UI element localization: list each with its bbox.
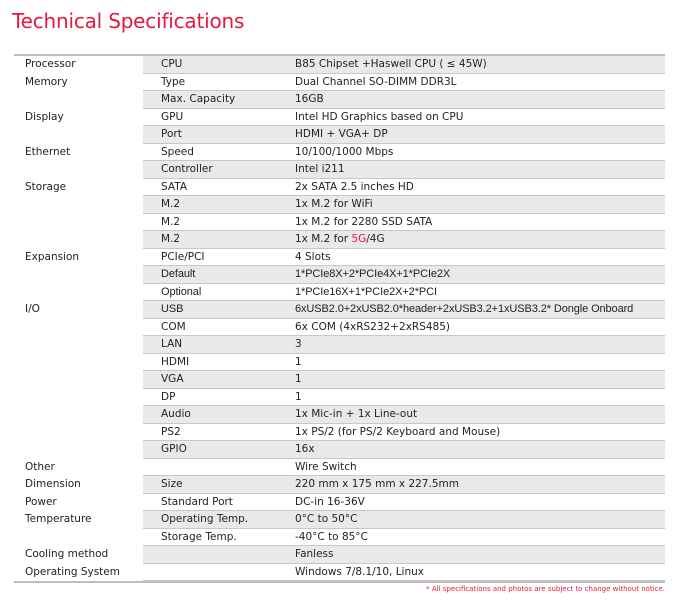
spec-value: 16GB <box>295 93 324 105</box>
spec-band <box>143 319 665 337</box>
table-row <box>14 126 665 144</box>
category-label: Processor <box>14 56 143 74</box>
category-label: Ethernet <box>14 144 143 162</box>
spec-item-label: Speed <box>161 145 194 158</box>
spec-band <box>143 441 665 459</box>
table-row <box>14 389 665 407</box>
category-label: Power <box>14 494 143 512</box>
spec-item-label: Operating Temp. <box>161 513 249 525</box>
spec-band <box>143 144 665 162</box>
spec-band <box>143 126 665 144</box>
spec-band <box>143 371 665 389</box>
table-row <box>14 284 665 302</box>
spec-band <box>143 476 665 494</box>
spec-band <box>143 459 665 477</box>
spec-band <box>143 336 665 354</box>
category-label: Memory <box>14 74 143 92</box>
table-row <box>14 179 665 197</box>
spec-value: 1 <box>295 390 302 403</box>
spec-value: 1x PS/2 (for PS/2 Keyboard and Mouse) <box>295 425 501 438</box>
category-label: Other <box>14 459 143 477</box>
spec-item-label: CPU <box>161 58 183 70</box>
spec-value <box>295 231 665 248</box>
spec-value: 16x <box>295 443 315 455</box>
category-label <box>14 406 143 424</box>
spec-item-label: M.2 <box>161 198 181 210</box>
spec-band <box>143 249 665 267</box>
spec-value: Dual Channel SO-DIMM DDR3L <box>295 75 457 88</box>
category-label <box>14 336 143 354</box>
spec-value: HDMI + VGA+ DP <box>295 128 388 140</box>
table-row <box>14 319 665 337</box>
category-label: Display <box>14 109 143 127</box>
spec-item-label: Default <box>161 268 196 280</box>
table-row <box>14 336 665 354</box>
table-row <box>14 144 665 162</box>
category-label: Cooling method <box>14 546 143 564</box>
spec-band <box>143 301 665 319</box>
spec-item-label: Port <box>161 128 182 140</box>
table-row <box>14 249 665 267</box>
spec-band <box>143 91 665 109</box>
spec-item-label: HDMI <box>161 355 190 368</box>
spec-value: 3 <box>295 338 302 350</box>
category-label <box>14 284 143 302</box>
table-row <box>14 161 665 179</box>
spec-item-label: GPIO <box>161 443 187 455</box>
category-label <box>14 354 143 372</box>
spec-value: Windows 7/8.1/10, Linux <box>295 565 424 578</box>
table-row <box>14 196 665 214</box>
table-row <box>14 214 665 232</box>
spec-value: 2x SATA 2.5 inches HD <box>295 180 414 193</box>
spec-value: Wire Switch <box>295 460 357 473</box>
spec-item-label: DP <box>161 390 176 403</box>
category-label <box>14 424 143 442</box>
spec-band <box>143 406 665 424</box>
spec-value: 6x COM (4xRS232+2xRS485) <box>295 320 451 333</box>
category-label: Temperature <box>14 511 143 529</box>
table-row <box>14 546 665 564</box>
category-label <box>14 91 143 109</box>
spec-value: 4 Slots <box>295 250 331 263</box>
category-label <box>14 214 143 232</box>
category-label <box>14 371 143 389</box>
spec-item-label: Storage Temp. <box>161 530 237 543</box>
category-label <box>14 441 143 459</box>
spec-item-label: Controller <box>161 163 213 175</box>
table-row <box>14 511 665 529</box>
table-row <box>14 424 665 442</box>
spec-value: Fanless <box>295 548 334 560</box>
spec-band <box>143 424 665 442</box>
spec-item-label: Standard Port <box>161 495 233 508</box>
spec-item-label: M.2 <box>161 233 181 245</box>
table-row <box>14 406 665 424</box>
spec-value: 1 <box>295 355 302 368</box>
spec-value: 6xUSB2.0+2xUSB2.0*header+2xUSB3.2+1xUSB3.2* Dongle Onboard <box>295 303 634 315</box>
spec-item-label <box>143 459 295 476</box>
spec-item-label: PCIe/PCI <box>161 250 205 263</box>
category-label: Dimension <box>14 476 143 494</box>
table-row <box>14 301 665 319</box>
spec-item-label: COM <box>161 320 186 333</box>
spec-value: 1x M.2 for WiFi <box>295 198 373 210</box>
spec-table <box>14 54 665 583</box>
spec-value: 1 <box>295 373 302 385</box>
spec-band <box>143 109 665 127</box>
category-label <box>14 389 143 407</box>
spec-band <box>143 196 665 214</box>
spec-value: 220 mm x 175 mm x 227.5mm <box>295 478 459 490</box>
spec-item-label: Audio <box>161 408 191 420</box>
category-label: I/O <box>14 301 143 319</box>
table-row <box>14 529 665 547</box>
footnote: * All specifications and photos are subject to change without notice. <box>426 585 665 593</box>
spec-item-label: LAN <box>161 338 183 350</box>
spec-band <box>143 266 665 284</box>
category-label: Expansion <box>14 249 143 267</box>
spec-value: 1x Mic-in + 1x Line-out <box>295 408 418 420</box>
spec-value-suffix: /4G <box>366 233 385 245</box>
spec-band <box>143 546 665 564</box>
table-row <box>14 564 665 582</box>
spec-item-label: GPU <box>161 110 184 123</box>
spec-item-label: USB <box>161 303 184 315</box>
category-label <box>14 161 143 179</box>
spec-value: 1x M.2 for 2280 SSD SATA <box>295 215 433 228</box>
spec-item-label: Type <box>161 75 186 88</box>
category-label <box>14 529 143 547</box>
spec-band <box>143 389 665 407</box>
spec-value: -40°C to 85°C <box>295 530 368 543</box>
table-row <box>14 354 665 372</box>
spec-value: DC-in 16-36V <box>295 495 365 508</box>
spec-item-label: PS2 <box>161 425 181 438</box>
table-row <box>14 56 665 74</box>
table-row <box>14 109 665 127</box>
table-row <box>14 74 665 92</box>
table-row <box>14 494 665 512</box>
spec-item-label <box>143 564 295 581</box>
spec-value: 1*PCIe16X+1*PCIe2X+2*PCI <box>295 285 437 298</box>
spec-value-highlight: 5G <box>351 233 367 245</box>
table-row <box>14 459 665 477</box>
page-title: Technical Specifications <box>12 9 245 33</box>
category-label: Storage <box>14 179 143 197</box>
spec-item-label: SATA <box>161 180 188 193</box>
spec-band <box>143 529 665 547</box>
category-label <box>14 319 143 337</box>
spec-value: 10/100/1000 Mbps <box>295 145 394 158</box>
spec-item-label: Optional <box>161 285 202 298</box>
spec-item-label: VGA <box>161 373 184 385</box>
spec-band <box>143 284 665 302</box>
spec-item-label: M.2 <box>161 215 181 228</box>
category-label <box>14 126 143 144</box>
spec-item-label: Max. Capacity <box>161 93 236 105</box>
category-label: Operating System <box>14 564 143 582</box>
category-label <box>14 231 143 249</box>
spec-value-prefix: 1x M.2 for <box>295 233 352 245</box>
spec-band <box>143 354 665 372</box>
spec-value: Intel i211 <box>295 163 345 175</box>
table-row <box>14 91 665 109</box>
table-row <box>14 476 665 494</box>
table-row <box>14 231 665 249</box>
spec-value: Intel HD Graphics based on CPU <box>295 110 464 123</box>
spec-band <box>143 494 665 512</box>
spec-value: 1*PCIe8X+2*PCIe4X+1*PCIe2X <box>295 268 451 280</box>
spec-value: 0°C to 50°C <box>295 513 358 525</box>
spec-band <box>143 231 665 249</box>
spec-band <box>143 74 665 92</box>
table-row <box>14 441 665 459</box>
spec-band <box>143 214 665 232</box>
category-label <box>14 196 143 214</box>
spec-band <box>143 511 665 529</box>
spec-band <box>143 564 665 582</box>
category-label <box>14 266 143 284</box>
spec-item-label <box>143 546 295 563</box>
spec-band <box>143 179 665 197</box>
spec-value: B85 Chipset +Haswell CPU ( ≤ 45W) <box>295 58 487 70</box>
spec-band <box>143 161 665 179</box>
spec-item-label: Size <box>161 478 183 490</box>
table-row <box>14 371 665 389</box>
spec-band <box>143 56 665 74</box>
table-row <box>14 266 665 284</box>
